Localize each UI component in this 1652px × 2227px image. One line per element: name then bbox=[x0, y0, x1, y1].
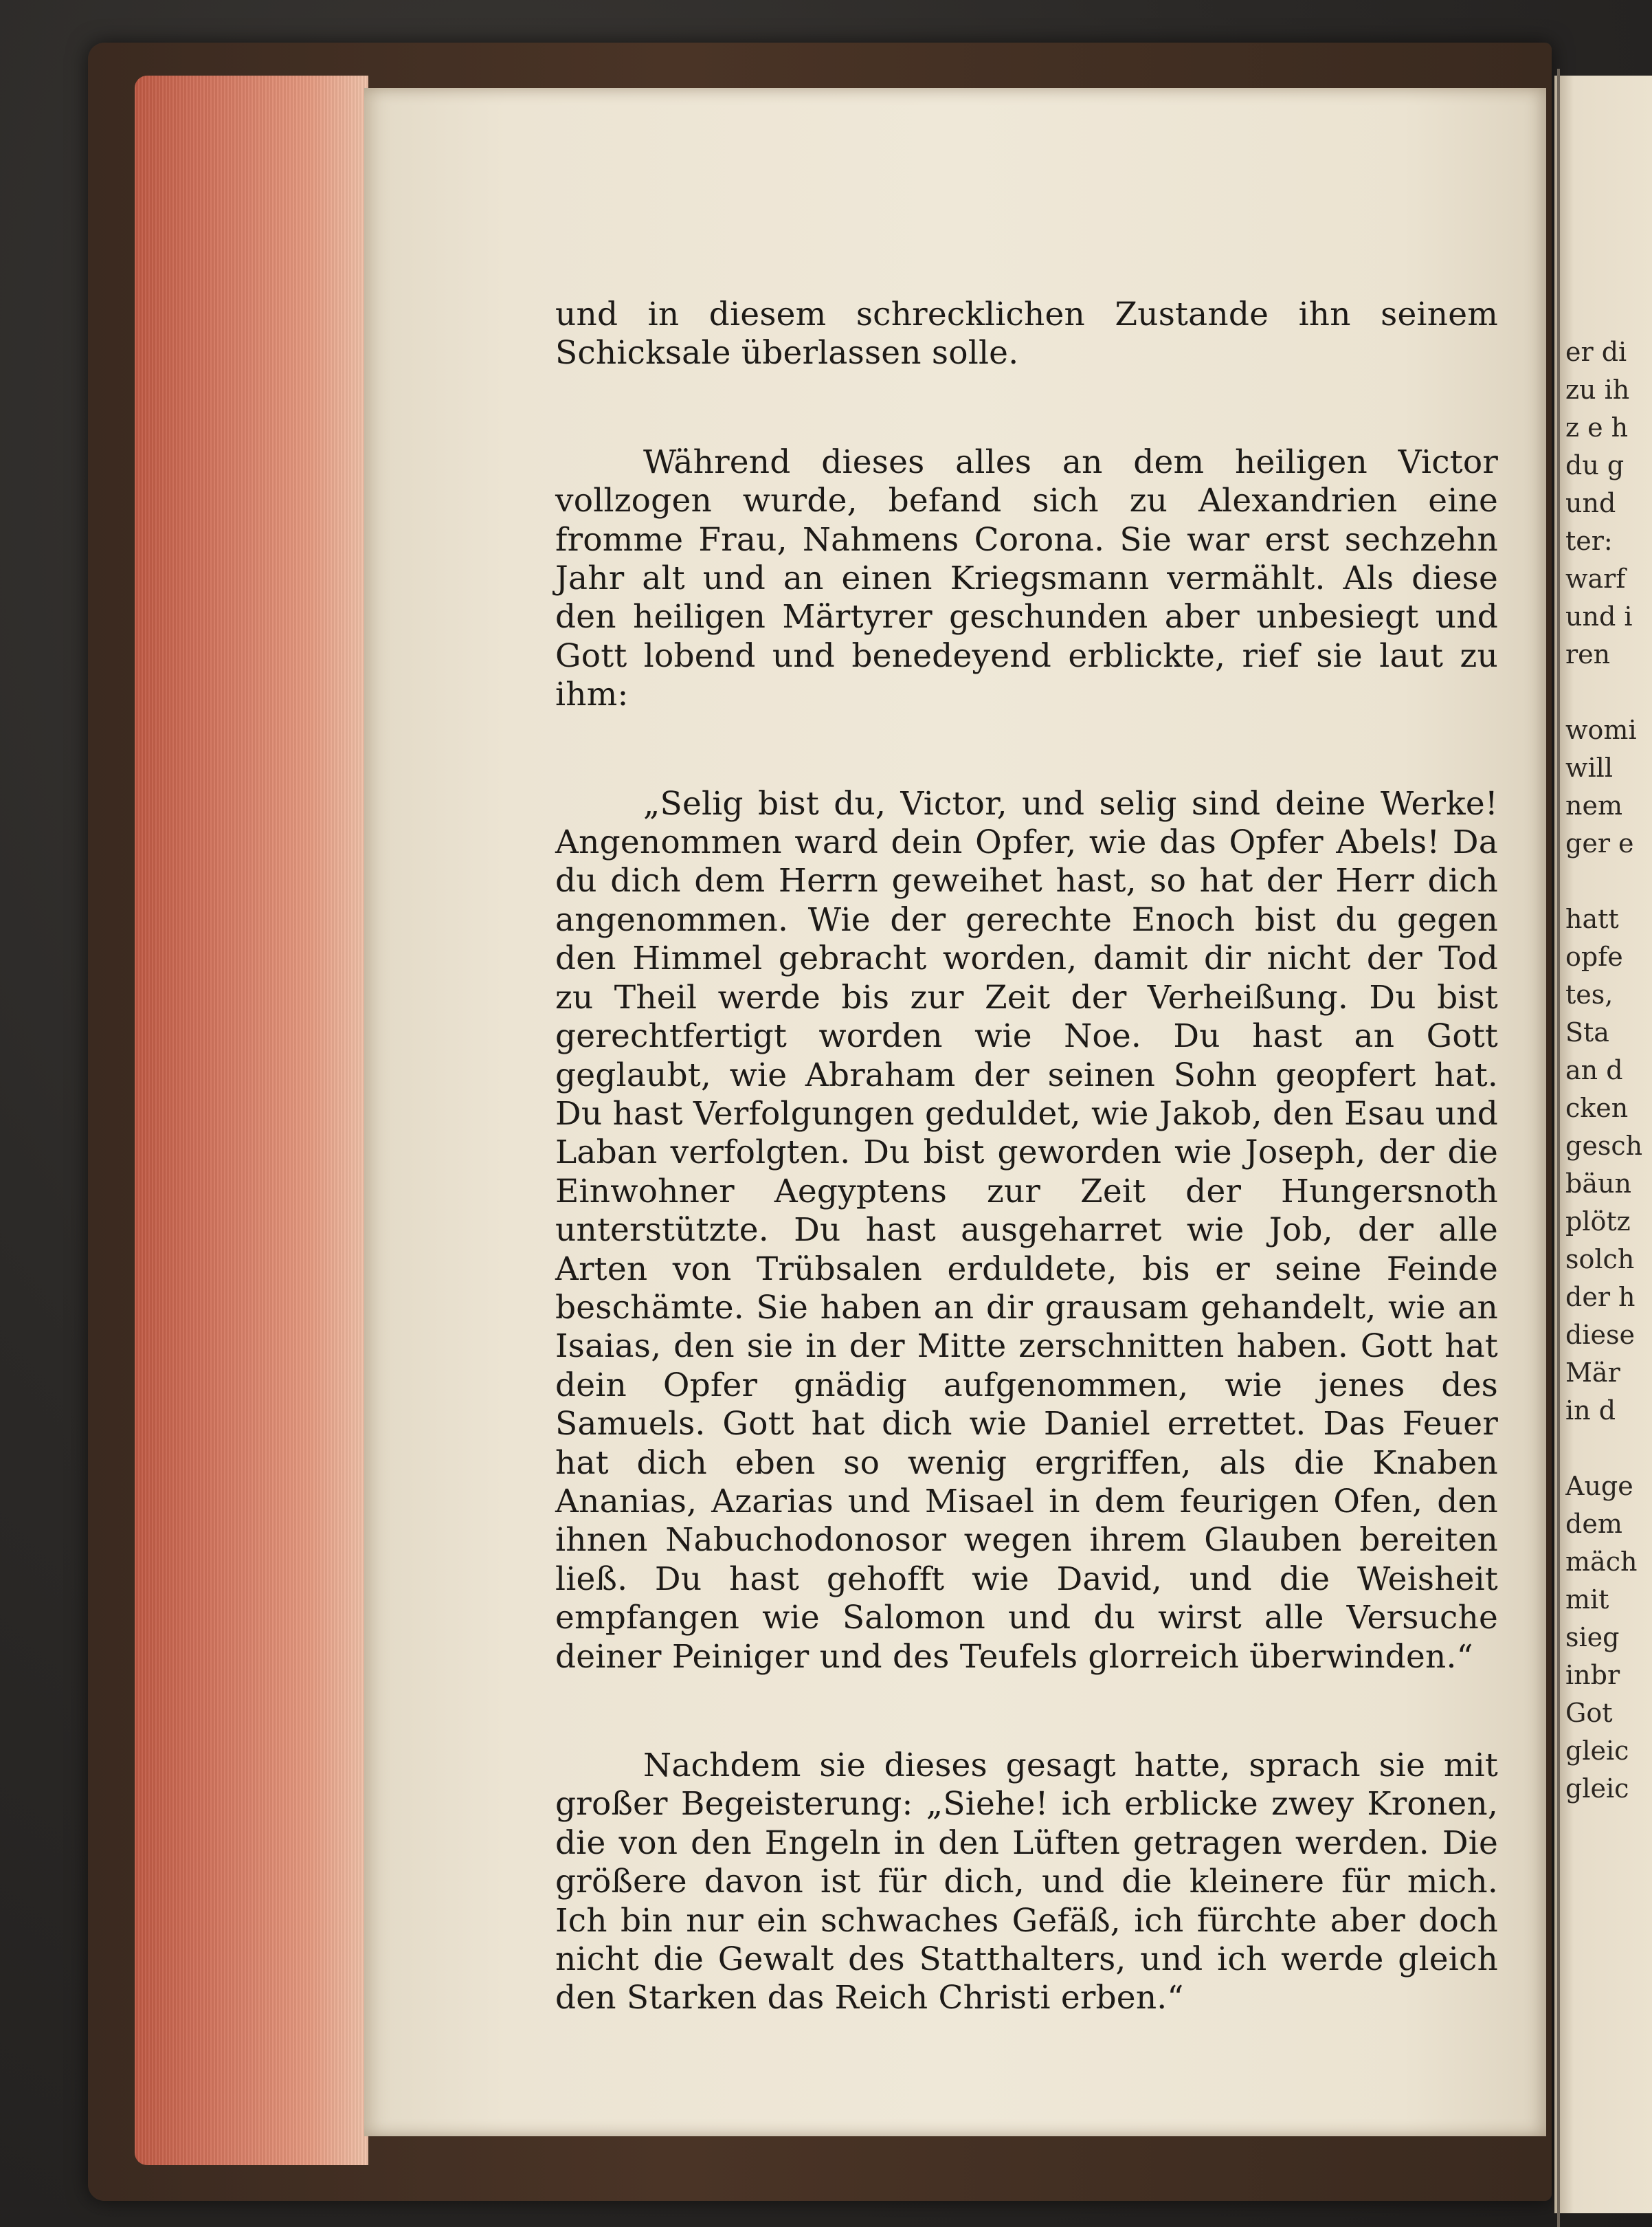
adjacent-page-fragment: solch bbox=[1565, 1244, 1635, 1274]
adjacent-page-fragment: in d bbox=[1565, 1395, 1616, 1426]
adjacent-page-fragment: dem bbox=[1565, 1509, 1622, 1539]
adjacent-page-fragment: zu ih bbox=[1565, 375, 1630, 405]
adjacent-page-fragment bbox=[1565, 296, 1652, 333]
adjacent-page-fragment: Got bbox=[1565, 1698, 1613, 1728]
adjacent-page-fragment: diese bbox=[1565, 1320, 1635, 1350]
adjacent-page-fragment: inbr bbox=[1565, 1660, 1620, 1690]
adjacent-page-fragment: an d bbox=[1565, 1055, 1623, 1085]
adjacent-page-fragment: plötz bbox=[1565, 1206, 1631, 1237]
adjacent-page-fragment: warf bbox=[1565, 564, 1626, 594]
adjacent-page-fragment: Auge bbox=[1565, 1471, 1633, 1501]
adjacent-page-fragment: bäun bbox=[1565, 1168, 1631, 1199]
paragraph-speech: „Selig bist du, Victor, und selig sind deine Werke! Angenommen ward dein Opfer, wie das Opfer Abels! Da du dich dem Herrn geweihet hast, so hat der Herr dich angenommen. Wie der gerechte Enoch bist du gegen den Himmel gebracht worden, damit dir nicht der Tod zu Theil werde bis zur Zeit der Verheißung. Du bist gerechtfertigt worden wie Noe. Du hast an Gott geglaubt, wie Abraham der seinen Sohn geopfert hat. Du hast Verfolgungen geduldet, wie Jakob, den Esau und Laban verfolgten. Du bist geworden wie Joseph, der die Einwohner Aegyptens zur Zeit der Hungersnoth unterstützte. Du hast ausgeharret wie Job, der alle Arten von Trübsalen erduldete, bis er seine Feinde beschämte. Sie haben an dir grausam gehandelt, wie an Isaias, den sie in der Mitte zerschnitten haben. Gott hat dein Opfer gnädig aufgenommen, wie jenes des Samuels. Gott hat dich wie Daniel errettet. Das Feuer hat dich eben so wenig ergriffen, als die Knaben Ananias, Azarias und Misael in dem feurigen Ofen, den ihnen Nabuchodonosor wegen ihrem Glauben bereiten ließ. Du hast gehofft wie David, und die Weisheit empfangen wie Salomon und du wirst alle Versuche deiner Peiniger und des Teufels glorreich überwinden.“ bbox=[555, 784, 1498, 1676]
adjacent-page-fragment: mäch bbox=[1565, 1547, 1638, 1577]
adjacent-page-fragment: ter: bbox=[1565, 526, 1613, 556]
page-block-edge bbox=[135, 76, 368, 2165]
adjacent-page-fragment: cken bbox=[1565, 1093, 1629, 1123]
adjacent-page-fragments bbox=[1565, 296, 1652, 1808]
adjacent-page-fragment: nem bbox=[1565, 790, 1622, 821]
paragraph-corona: Während dieses alles an dem heiligen Victor vollzogen wurde, befand sich zu Alexandrien eine fromme Frau, Nahmens Corona. Sie war erst sechzehn Jahr alt und an einen Kriegsmann vermählt. Als diese den heiligen Märtyrer geschunden aber unbesiegt und Gott lobend und benedeyend erblickte, rief sie laut zu ihm: bbox=[555, 443, 1498, 714]
adjacent-page-fragment: will bbox=[1565, 753, 1613, 783]
adjacent-page-text bbox=[1565, 296, 1652, 1808]
page-text bbox=[555, 296, 1498, 2018]
adjacent-page-fragment: und bbox=[1565, 488, 1616, 518]
adjacent-page-fragment: opfe bbox=[1565, 942, 1623, 972]
paragraph-intro: und in diesem schrecklichen Zustande ihn seinem Schicksale überlassen solle. bbox=[555, 296, 1498, 373]
adjacent-page-fragment: Sta bbox=[1565, 1017, 1609, 1048]
adjacent-page-fragment: gleic bbox=[1565, 1773, 1629, 1804]
page-gutter bbox=[1557, 69, 1560, 2227]
adjacent-page-fragment: ger e bbox=[1565, 828, 1634, 858]
adjacent-page-fragment: gesch bbox=[1565, 1131, 1643, 1161]
adjacent-page-fragment: z e h bbox=[1565, 412, 1629, 443]
adjacent-page-fragment: Mär bbox=[1565, 1358, 1620, 1388]
adjacent-page-fragment: sieg bbox=[1565, 1622, 1620, 1652]
adjacent-page-fragment: der h bbox=[1565, 1282, 1636, 1312]
adjacent-page-fragment: ren bbox=[1565, 639, 1611, 669]
adjacent-page-fragment: er di bbox=[1565, 337, 1627, 367]
adjacent-page-fragment: tes, bbox=[1565, 979, 1614, 1010]
adjacent-page-fragment bbox=[1565, 674, 1652, 711]
adjacent-page-fragment bbox=[1565, 863, 1652, 900]
adjacent-page-fragment: mit bbox=[1565, 1584, 1609, 1615]
adjacent-page-fragment bbox=[1565, 1430, 1652, 1467]
adjacent-page-fragment: hatt bbox=[1565, 904, 1619, 934]
adjacent-page-fragment: womi bbox=[1565, 715, 1637, 745]
adjacent-page-fragment: du g bbox=[1565, 450, 1625, 480]
adjacent-page-fragment: gleic bbox=[1565, 1736, 1629, 1766]
adjacent-page-fragment: und i bbox=[1565, 601, 1633, 632]
paragraph-crowns: Nachdem sie dieses gesagt hatte, sprach sie mit großer Begeisterung: „Siehe! ich erblicke zwey Kronen, die von den Engeln in den Lüften getragen werden. Die größere davon ist für dich, und die kleinere für mich. Ich bin nur ein schwaches Gefäß, ich fürchte aber doch nicht die Gewalt des Statthalters, und ich werde gleich den Starken das Reich Christi erben.“ bbox=[555, 1747, 1498, 2017]
